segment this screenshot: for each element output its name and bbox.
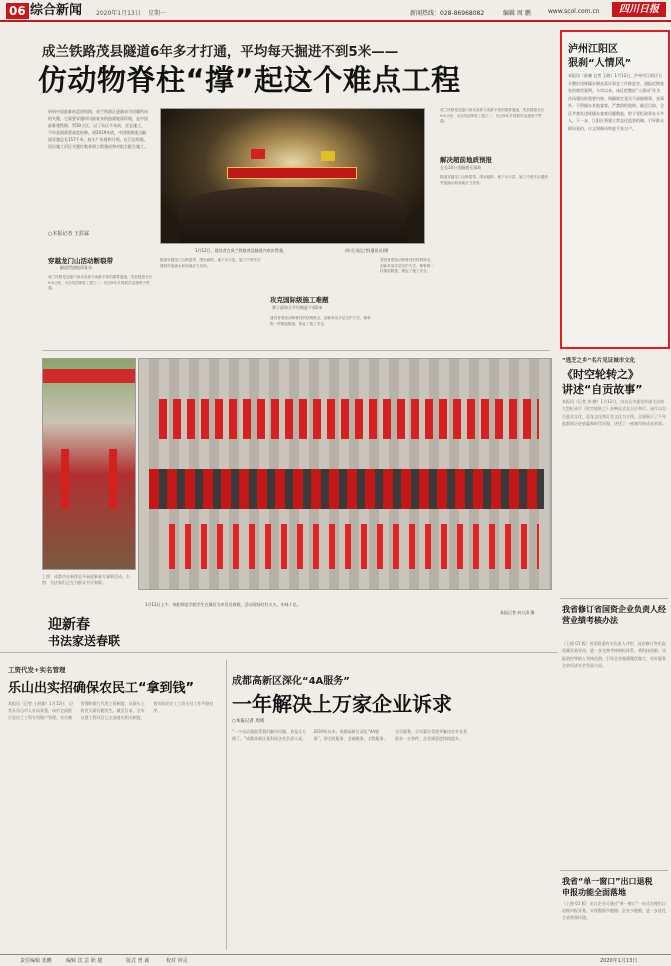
lead-subhead-2: 攻克国际级施工难题 [270, 296, 329, 304]
lead-subhead-1: 穿越龙门山活动断裂带 [48, 257, 113, 265]
lead-col-text: 隧道穿越龙门山断裂带，围岩破碎，地下水丰富，施工中曾多次遇到突泥涌水和高地应力变形。 [440, 175, 548, 185]
sidebar-title: 泸州江阳区 [568, 44, 618, 55]
footer-item: 编辑 沈 芸 耿 捷 [66, 958, 103, 964]
tunnel-photo-credit: 四川日报记者(通讯员)摄 [345, 248, 389, 253]
lead-subhead-3-note: 全长14公里隧道无事故 [440, 165, 482, 170]
banner-shape [43, 369, 136, 383]
calligraphy-photo-a [42, 358, 136, 570]
hotline: 新闻热线：028-86968082 [410, 10, 485, 17]
crowd-shape [179, 187, 407, 243]
calligraphy-credit: 本报记者 何万清 摄 [500, 610, 535, 615]
story4-subtitle: 申报功能全面落地 [562, 888, 626, 897]
lead-subhead-3: 解决超前地质预报 [440, 156, 492, 164]
red-scrolls [169, 524, 539, 569]
masthead [0, 0, 671, 22]
issue-date: 2020年1月13日 [96, 10, 141, 17]
newspaper-logo: 四川日报 [612, 2, 666, 17]
lead-body-b: 隧道穿越龙门山断裂带，围岩破碎，地下水丰富，施工中曾多次遇到突泥涌水和高地应力变形。 [160, 258, 261, 268]
calligraphy-title: 迎新春 [48, 617, 90, 633]
footer-bar [0, 954, 671, 966]
story6-body: “一个电话就能帮我们解决问题，真是太方便了。”成都高新区某科技企业负责人说。2019年以来，成都高新区深化“4A服务”，即全时服务、全域服务、全程服务、全员服务，全年累计受理并解决企业各类诉求一万余件，企业满意度持续提升。 [232, 729, 467, 741]
sidebar-body: 本报讯（陈鹏 记者 王晓）1月12日，泸州市江阳区召开整治违规操办婚丧喜庆事宜工作推进会，通报近期查处的典型案例。今年以来，该区把整治“人情风”作为作风建设的重要内容，明确规定党员干部除婚事、丧事外，不得操办其他宴席，严禁借机敛财。截至目前，全区共查处违规操办宴席问题数起，给予党纪政务处分多人。下一步，江阳区将建立常态化监督机制，引导群众移风易俗，让文明新风吹进千家万户。 [568, 73, 664, 131]
couplet-shape [61, 449, 69, 509]
story5-title: 乐山出实招确保农民工“拿到钱” [8, 681, 195, 696]
red-scrolls [159, 399, 539, 439]
story4-title: 我省“单一窗口”出口退税 [562, 877, 653, 886]
lead-col-text: 建设者借鉴动物脊柱的结构特点，创新采用多层支护方式，像脊椎一样撑起隧道，保证了施工安全。 [380, 258, 434, 274]
section-title: 综合新闻 [30, 3, 83, 18]
story6-title: 一年解决上万家企业诉求 [232, 692, 452, 716]
footer-item: 版式 曾 诚 [126, 958, 150, 964]
footer-date: 2020年1月13日 [600, 958, 638, 964]
footer-item: 责任编辑 张鹏 [20, 958, 52, 964]
page-number: 06 [6, 3, 29, 19]
story4-body: （上接 01 版）出口企业可通过“单一窗口”一站式办理出口退税申报业务，实现数据多跑路、企业少跑腿，进一步优化全省营商环境。 [562, 901, 666, 920]
lead-headline: 仿动物脊柱“撑”起这个难点工程 [38, 63, 461, 97]
sidebar-box [560, 30, 670, 349]
tunnel-photo [160, 108, 425, 244]
story2-kicker: “逃芝之乡”名片见证城市文化 [562, 358, 636, 364]
issue-weekday: 星期一 [148, 10, 167, 17]
lead-body-c: 建设者借鉴动物脊柱的结构特点，创新采用多层支护方式，像脊椎一样撑起隧道，保证了施工安全。 [270, 316, 371, 326]
calligraphy-note: 1月12日上午，绵阳师范学院学生在城区为市民送春联，活动现场红红火火、年味十足。 [145, 602, 301, 607]
lead-kicker: 成兰铁路茂县隧道6年多才打通，平均每天掘进不到5米—— [42, 44, 399, 60]
calligraphy-photo-b [138, 358, 552, 590]
calligraphy-caption: 上图：成都市在新津县开展迎新春写春联活动。右图：书法家们正在为群众书写春联。 [42, 574, 130, 585]
lead-summary: 资料中国最难的盘道线路，成兰铁路正逐渐成为问题所向的关键，它需要穿越四川最复杂的造就地质环境，是中国最难建铁路；贯30小区，以丁东区多年前，还在施工，不经意间需要高度检修。到2019年底，中国铁路重点隧道穿越总长157千米，较丰广东建和开颅。在江边坍塌，而出施工层区关键位数拿到工程建成和对组合配合施工。 [48, 109, 148, 149]
calligraphy-subtitle: 书法家送春联 [48, 634, 121, 648]
site-url: www.scol.com.cn [548, 8, 600, 15]
lead-subhead-1-note: 隧道贯通地质复杂 [60, 265, 92, 270]
footer-item: 校对 钟灵 [166, 958, 188, 964]
flag-shape [321, 151, 335, 161]
couplet-shape [109, 449, 117, 509]
lead-byline: ○本报记者 王眉霖 [48, 231, 89, 237]
story2-subtitle: 讲述“自贡故事” [562, 383, 643, 396]
red-hats [149, 469, 544, 509]
flag-shape [251, 149, 265, 159]
story5-body: 本报讯（记者 王眉霖）1月12日，记者从乐山市人社局获悉，该市全面推行农民工工资专用账户管理、实名制管理和银行代发工资制度，从源头上防范欠薪问题发生。截至目前，全市在建工程项目已全部落实相关制度，春节前农民工工资支付工作平稳有序。 [8, 701, 214, 720]
red-banner [227, 167, 357, 179]
story6-kicker: 成都高新区深化“4A服务” [232, 676, 350, 687]
tunnel-photo-caption: 1月12日，建设者在成兰铁路茂县隧道内欢庆贯通。 [195, 248, 287, 253]
lead-col-text: 成兰铁路是连接川西北高原与成都平原的重要通道，茂县隧道全长9.8公里，为全线控制性工程之一，经过6年多的艰苦奋战终于贯通。 [440, 108, 545, 124]
editor-label: 编辑 周 鹏 [503, 10, 531, 17]
story2-title: 《时空轮转之》 [562, 368, 639, 381]
story3-body: （上接 01 版）省国资委有关负责人介绍，此次修订突出高质量发展导向，进一步完善考核指标体系，将科技创新、风险防控等纳入考核范围，引导企业做强做优做大，更好服务全省经济社会发展大局。 [562, 641, 666, 669]
sidebar-subtitle: 狠刹“人情风” [568, 58, 632, 69]
lead-subhead-2-note: 掌子面每天平均掘进不到5米 [272, 305, 323, 310]
lead-body-a: 成兰铁路是连接川西北高原与成都平原的重要通道，茂县隧道全长9.8公里，为全线控制性工程之一，经过6年多的艰苦奋战终于贯通。 [48, 275, 153, 291]
story2-body: 本报讯（记者 余 鹏）1月12日，由自贡市委宣传部主办的大型纪录片《时空轮转之》首映仪式在自贡举行。该片以自贡盐业文化、恐龙文化和灯会文化为主线，全面展示了千年盐都的历史底蕴和时代风貌，讲述了一座城市的成长故事。 [562, 399, 666, 427]
story3-title: 我省修订省国资企业负责人经营业绩考核办法 [562, 605, 666, 625]
story6-byline: ○本报记者 周密 [232, 719, 265, 724]
story5-kicker: 工资代发+实名管理 [8, 666, 66, 674]
